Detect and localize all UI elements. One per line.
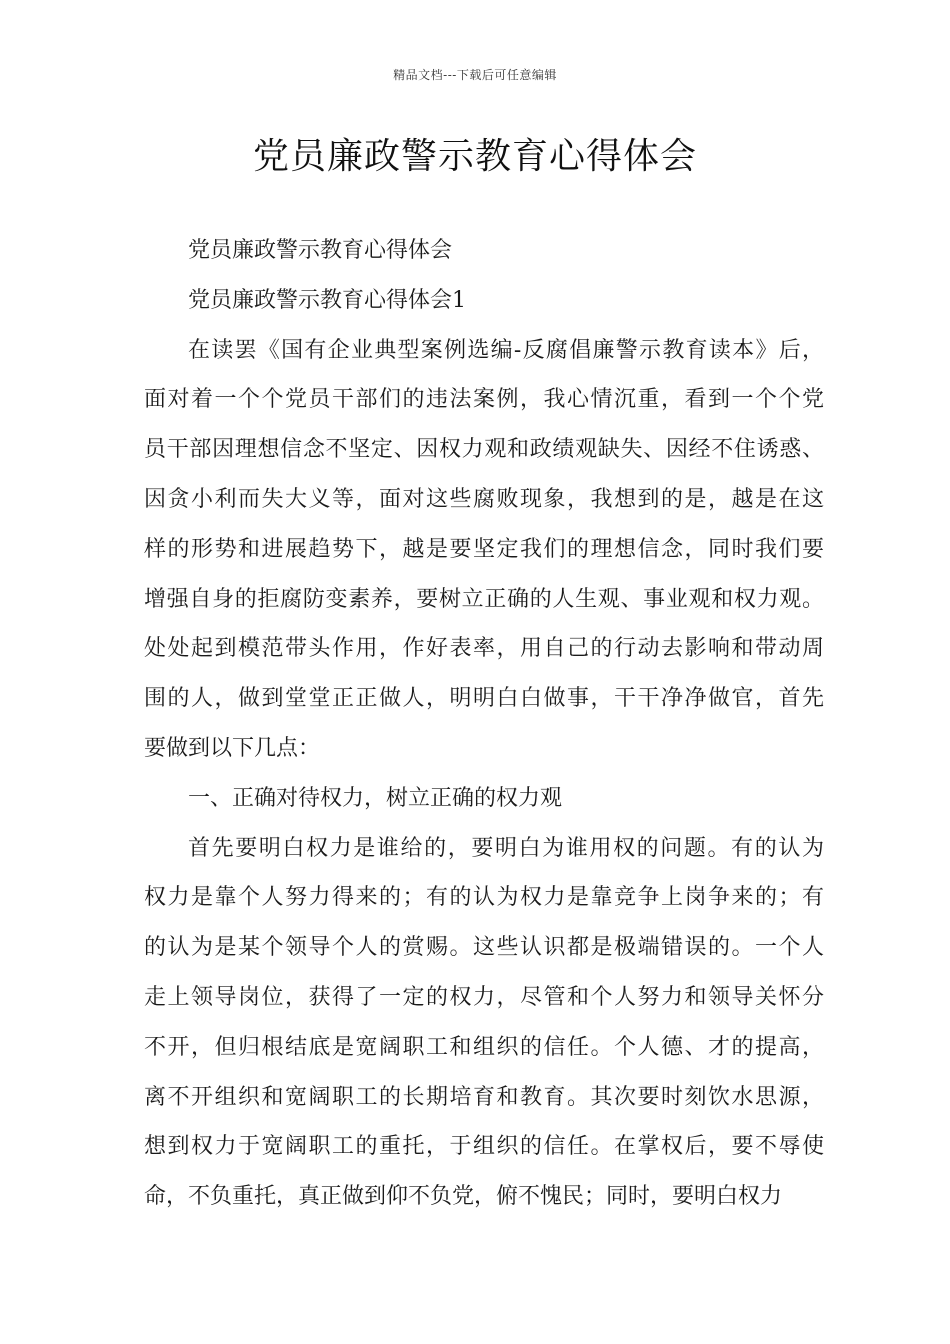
paragraph-line: 的认为是某个领导个人的赏赐。这些认识都是极端错误的。一个人 [144,935,824,961]
paragraph-line: 想到权力于宽阔职工的重托，于组织的信任。在掌权后，要不辱使 [144,1134,824,1160]
paragraph [144,774,824,824]
paragraph-line: 要做到以下几点： [144,735,321,761]
paragraph [144,326,824,774]
paragraph-line: 在读罢《国有企业典型案例选编-反腐倡廉警示教育读本》后， [188,337,824,363]
paragraph-line: 围的人，做到堂堂正正做人，明明白白做事，干干净净做官，首先 [144,686,824,712]
paragraph-line: 离不开组织和宽阔职工的长期培育和教育。其次要时刻饮水思源， [144,1084,824,1110]
paragraph-line: 党员廉政警示教育心得体会1 [188,287,466,313]
paragraph-line: 增强自身的拒腐防变素养，要树立正确的人生观、事业观和权力观。 [144,586,824,612]
paragraph-line: 走上领导岗位，获得了一定的权力，尽管和个人努力和领导关怀分 [144,984,824,1010]
paragraph-line: 命，不负重托，真正做到仰不负党，俯不愧民；同时，要明白权力 [144,1184,783,1210]
paragraph-line: 员干部因理想信念不坚定、因权力观和政绩观缺失、因经不住诱惑、 [144,437,824,463]
document-title: 党员廉政警示教育心得体会 [252,136,697,177]
paragraph [144,824,824,1222]
paragraph-line: 样的形势和进展趋势下，越是要坚定我们的理想信念，同时我们要 [144,536,824,562]
header-note: 精品文档---下载后可任意编辑 [393,68,557,82]
paragraph [144,276,824,326]
paragraph-line: 党员廉政警示教育心得体会 [188,238,453,263]
paragraph-line: 因贪小利而失大义等，面对这些腐败现象，我想到的是，越是在这 [144,486,824,512]
paragraph-line: 处处起到模范带头作用，作好表率，用自己的行动去影响和带动周 [144,636,824,662]
paragraph-line: 一、正确对待权力，树立正确的权力观 [188,785,563,811]
paragraph-line: 不开，但归根结底是宽阔职工和组织的信任。个人德、才的提高， [144,1034,824,1060]
paragraph [144,226,824,276]
paragraph-line: 面对着一个个党员干部们的违法案例，我心情沉重，看到一个个党 [144,387,824,413]
paragraph-line: 权力是靠个人努力得来的；有的认为权力是靠竞争上岗争来的；有 [144,885,824,911]
paragraph-line: 首先要明白权力是谁给的，要明白为谁用权的问题。有的认为 [188,835,824,861]
document-body [144,226,824,1222]
